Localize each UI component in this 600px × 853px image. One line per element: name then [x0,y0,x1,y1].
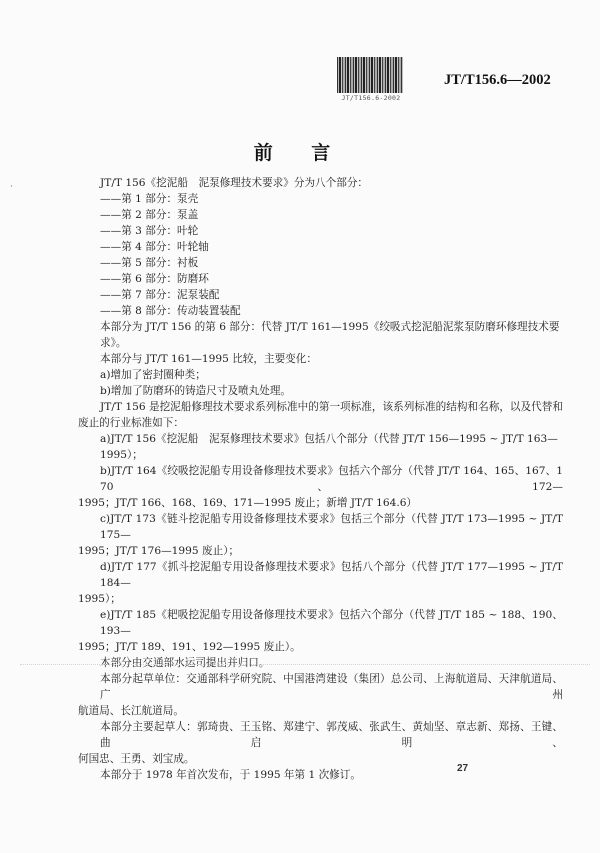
scan-artifact-line [20,664,590,665]
text-line: 本部分与 JT/T 161—1995 比较，主要变化： [100,353,317,365]
text-line: 本部分由交通部水运司提出并归口。 [100,657,270,669]
text-line: 航道局、长江航道局。 [78,705,184,717]
barcode-text: JT/T156.6-2002 [341,94,401,102]
text-line: 本部分主要起草人：郭琦贵、王玉铭、郑建宁、郭茂威、张武生、黄灿坚、章志新、郑扬、王键、曲启明、 [100,721,563,749]
text-line: ——第 8 部分：传动装置装配 [100,305,241,317]
text-line: a)增加了密封圈种类； [100,369,206,381]
foreword-body [78,175,563,783]
text-line: 本部分为 JT/T 156 的第 6 部分：代替 JT/T 161—1995《绞吸式挖泥船泥浆泵防磨环修理技术要求》。 [100,321,560,349]
text-line: 何国忠、王勇、刘宝成。 [78,753,195,765]
text-line: ——第 3 部分：叶轮 [100,225,199,237]
text-line: d)JT/T 177《抓斗挖泥船专用设备修理技术要求》包括八个部分（代替 JT/T 177—1995 ~ JT/T 184— [100,561,563,589]
text-line: 1995；JT/T 189、191、192—1995 废止）。 [78,641,301,653]
barcode-image [337,57,403,93]
text-line: b)JT/T 164《绞吸挖泥船专用设备修理技术要求》包括六个部分（代替 JT/T 164、165、167、170、172— [100,465,563,493]
text-line: ——第 2 部分：泵盖 [100,209,199,221]
text-line: 本部分起草单位：交通部科学研究院、中国港湾建设（集团）总公司、上海航道局、天津航道局、广州 [100,673,563,701]
text-line: ——第 6 部分：防磨环 [100,273,209,285]
text-line: ——第 1 部分：泵壳 [100,193,199,205]
text-line: ——第 5 部分：衬板 [100,257,199,269]
text-line: b)增加了防磨环的铸造尺寸及喷丸处理。 [100,385,292,397]
text-line: a)JT/T 156《挖泥船 泥泵修理技术要求》包括八个部分（代替 JT/T 156—1995 ~ JT/T 163—1995）； [100,433,558,461]
text-line: 1995）； [78,593,121,605]
text-line: e)JT/T 185《耙吸挖泥船专用设备修理技术要求》包括六个部分（代替 JT/T 185 ~ 188、190、193— [100,609,563,637]
text-line: JT/T 156《挖泥船 泥泵修理技术要求》分为八个部分： [100,177,369,189]
text-line: 本部分于 1978 年首次发布，于 1995 年第 1 次修订。 [100,769,361,781]
text-line: c)JT/T 173《链斗挖泥船专用设备修理技术要求》包括三个部分（代替 JT/T 173—1995 ~ JT/T 175— [100,513,563,541]
text-line: 1995；JT/T 166、168、169、171—1995 废止；新增 JT/T 164.6） [78,497,418,509]
scan-mark: · [10,182,13,192]
text-line: ——第 4 部分：叶轮轴 [100,241,209,253]
page-title: 前 言 [253,142,347,164]
page-number: 27 [457,763,469,774]
text-line: 1995；JT/T 176—1995 废止）； [78,545,240,557]
text-line: 废止的行业标准如下： [78,417,184,429]
text-line: JT/T 156 是挖泥船修理技术要求系列标准中的第一项标准，该系列标准的结构和名称，以及代替和 [100,401,563,413]
standard-code: JT/T156.6—2002 [444,72,551,88]
text-line: ——第 7 部分：泥泵装配 [100,289,220,301]
